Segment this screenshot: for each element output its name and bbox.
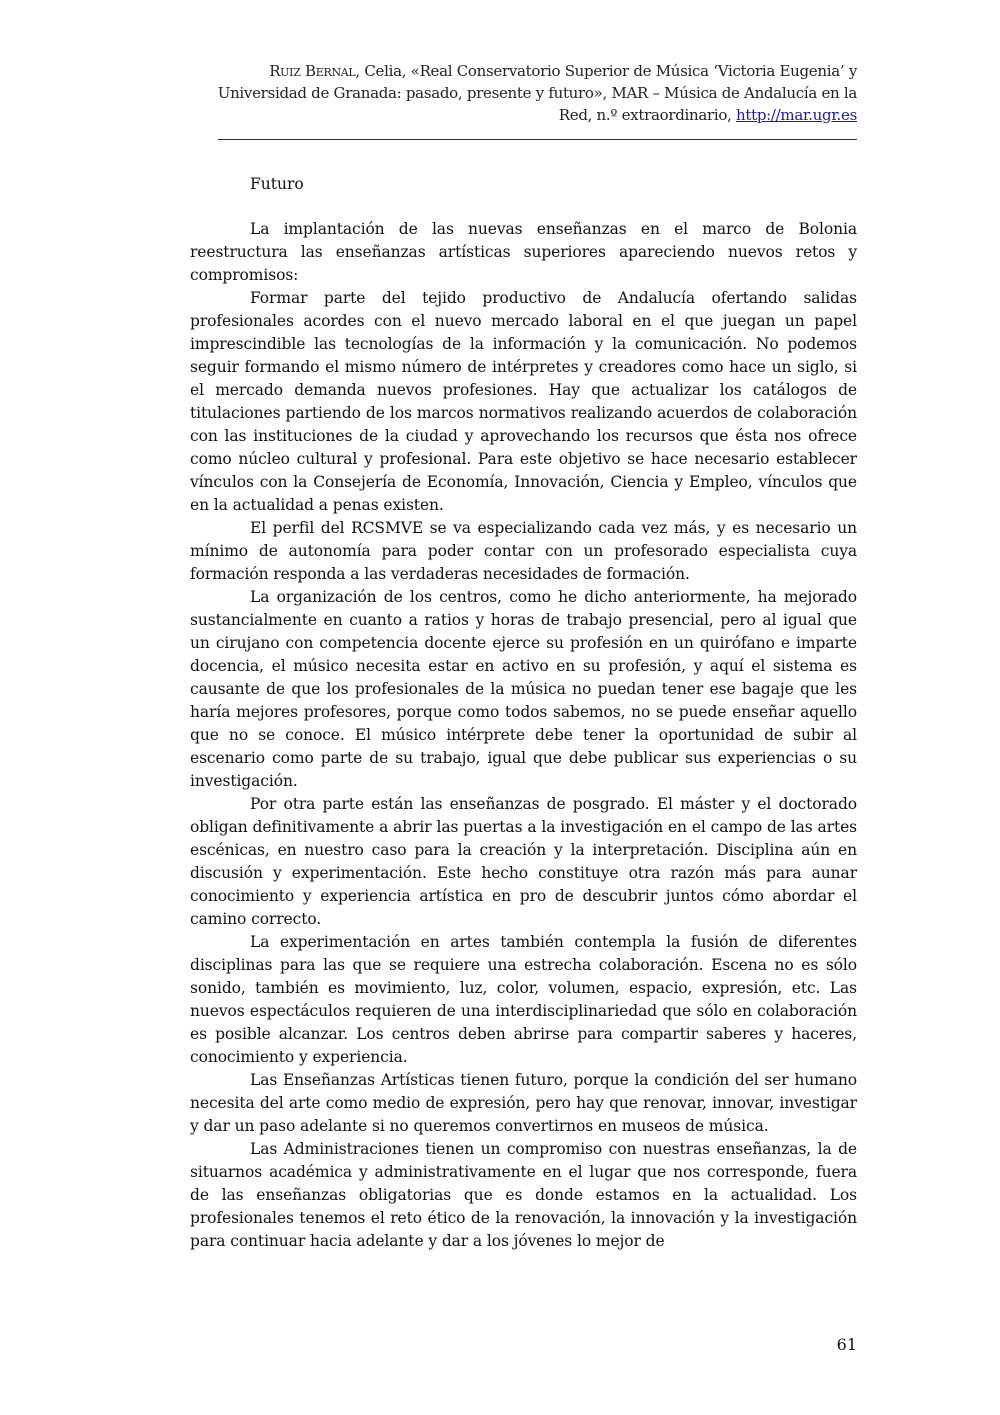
header-divider	[218, 139, 857, 140]
paragraph: Por otra parte están las enseñanzas de posgrado. El máster y el doctorado obligan definitivamente a abrir las puertas a la investigación en el campo de las artes escénicas, en nuestro caso para la creación y la interpretación. Disciplina aún en discusión y experimentación. Este hecho constituye otra razón más para aunar conocimiento y experiencia artística en pro de descubrir juntos cómo abordar el camino correcto.	[190, 795, 857, 928]
paragraph: La implantación de las nuevas enseñanzas en el marco de Bolonia reestructura las enseñanzas artísticas superiores apareciendo nuevos retos y compromisos:	[190, 220, 857, 284]
page-number: 61	[836, 1335, 857, 1354]
paragraph: La experimentación en artes también contempla la fusión de diferentes disciplinas para las que se requiere una estrecha colaboración. Escena no es sólo sonido, también es movimiento, luz, color, volumen, espacio, expresión, etc. Las nuevos espectáculos requieren de una interdisciplinariedad que sólo en colaboración es posible alcanzar. Los centros deben abrirse para compartir saberes y haceres, conocimiento y experiencia.	[190, 933, 857, 1066]
running-header	[190, 60, 857, 126]
body-text	[190, 218, 857, 1253]
paragraph: La organización de los centros, como he dicho anteriormente, ha mejorado sustancialmente en cuanto a ratios y horas de trabajo presencial, pero al igual que un cirujano con competencia docente ejerce su profesión en un quirófano e imparte docencia, el músico necesita estar en activo en su profesión, y aquí el sistema es causante de que los profesionales de la música no puedan tener ese bagaje que les haría mejores profesores, porque como todos sabemos, no se puede enseñar aquello que no se conoce. El músico intérprete debe tener la oportunidad de subir al escenario como parte de su trabajo, igual que debe publicar sus experiencias o su investigación.	[190, 588, 857, 790]
header-citation: , Celia, «Real Conservatorio Superior de Música ‘Victoria Eugenia’ y Universidad de Granada: pasado, presente y futuro», MAR – Música de Andalucía en la Red, n.º extraordinario,	[217, 62, 857, 124]
header-author-surname: Ruiz Bernal	[269, 62, 356, 80]
header-link[interactable]: http://mar.ugr.es	[736, 106, 857, 124]
paragraph: El perfil del RCSMVE se va especializando cada vez más, y es necesario un mínimo de autonomía para poder contar con un profesorado especialista cuya formación responda a las verdaderas necesidades de formación.	[190, 519, 857, 583]
section-title: Futuro	[250, 175, 304, 193]
paragraph: Las Enseñanzas Artísticas tienen futuro, porque la condición del ser humano necesita del arte como medio de expresión, pero hay que renovar, innovar, investigar y dar un paso adelante si no queremos convertirnos en museos de música.	[190, 1071, 857, 1135]
paragraph: Formar parte del tejido productivo de Andalucía ofertando salidas profesionales acordes con el nuevo mercado laboral en el que juegan un papel imprescindible las tecnologías de la información y la comunicación. No podemos seguir formando el mismo número de intérpretes y creadores como hace un siglo, si el mercado demanda nuevos profesiones. Hay que actualizar los catálogos de titulaciones partiendo de los marcos normativos realizando acuerdos de colaboración con las instituciones de la ciudad y aprovechando los recursos que ésta nos ofrece como núcleo cultural y profesional. Para este objetivo se hace necesario establecer vínculos con la Consejería de Economía, Innovación, Ciencia y Empleo, vínculos que en la actualidad a penas existen.	[190, 289, 857, 514]
paragraph: Las Administraciones tienen un compromiso con nuestras enseñanzas, la de situarnos académica y administrativamente en el lugar que nos corresponde, fuera de las enseñanzas obligatorias que es donde estamos en la actualidad. Los profesionales tenemos el reto ético de la renovación, la innovación y la investigación para continuar hacia adelante y dar a los jóvenes lo mejor de	[190, 1140, 857, 1250]
